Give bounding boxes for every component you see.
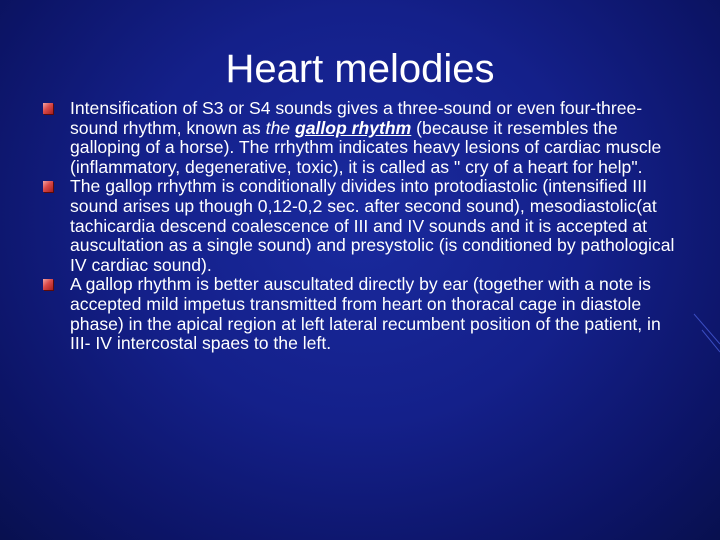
bullet-1-text: Intensification of S3 or S4 sounds gives a three-sound or even four-three-sound rhythm, known as	[70, 98, 643, 138]
bullet-item-3	[43, 275, 683, 353]
slide-title: Heart melodies	[225, 47, 495, 91]
decorative-lines	[690, 300, 720, 380]
bullet-list	[43, 99, 683, 354]
bullet-item-1	[43, 99, 683, 177]
bullet-1-text-end: (because it resembles the galloping of a horse). The rrhythm indicates heavy lesions of cardiac muscle (inflammatory, degenerative, toxic), it is called as " cry of a heart for help".	[70, 117, 662, 177]
bullet-item-2	[43, 177, 683, 275]
gallop-rhythm-term: gallop rhythm	[294, 117, 412, 138]
square-bullet-icon	[43, 279, 53, 290]
square-bullet-icon	[43, 181, 53, 192]
bullet-1-italic: the	[265, 117, 295, 138]
bullet-3-text: A gallop rhythm is better auscultated directly by ear (together with a note is accepted mild impetus transmitted from heart on thoracal cage in diastole phase) in the apical region at left lateral recumbent position of the patient, in III- IV intercostal spaes to the left.	[70, 274, 661, 354]
square-bullet-icon	[43, 103, 53, 114]
bullet-2-text: The gallop rrhythm is conditionally divides into protodiastolic (intensified III sound arises up though 0,12-0,2 sec. after second sound), mesodiastolic(at tachicardia descend coalescence of III and IV sounds and it is accepted at auscultation as a single sound) and presystolic (is conditioned by pathological IV cardiac sound).	[70, 176, 675, 275]
